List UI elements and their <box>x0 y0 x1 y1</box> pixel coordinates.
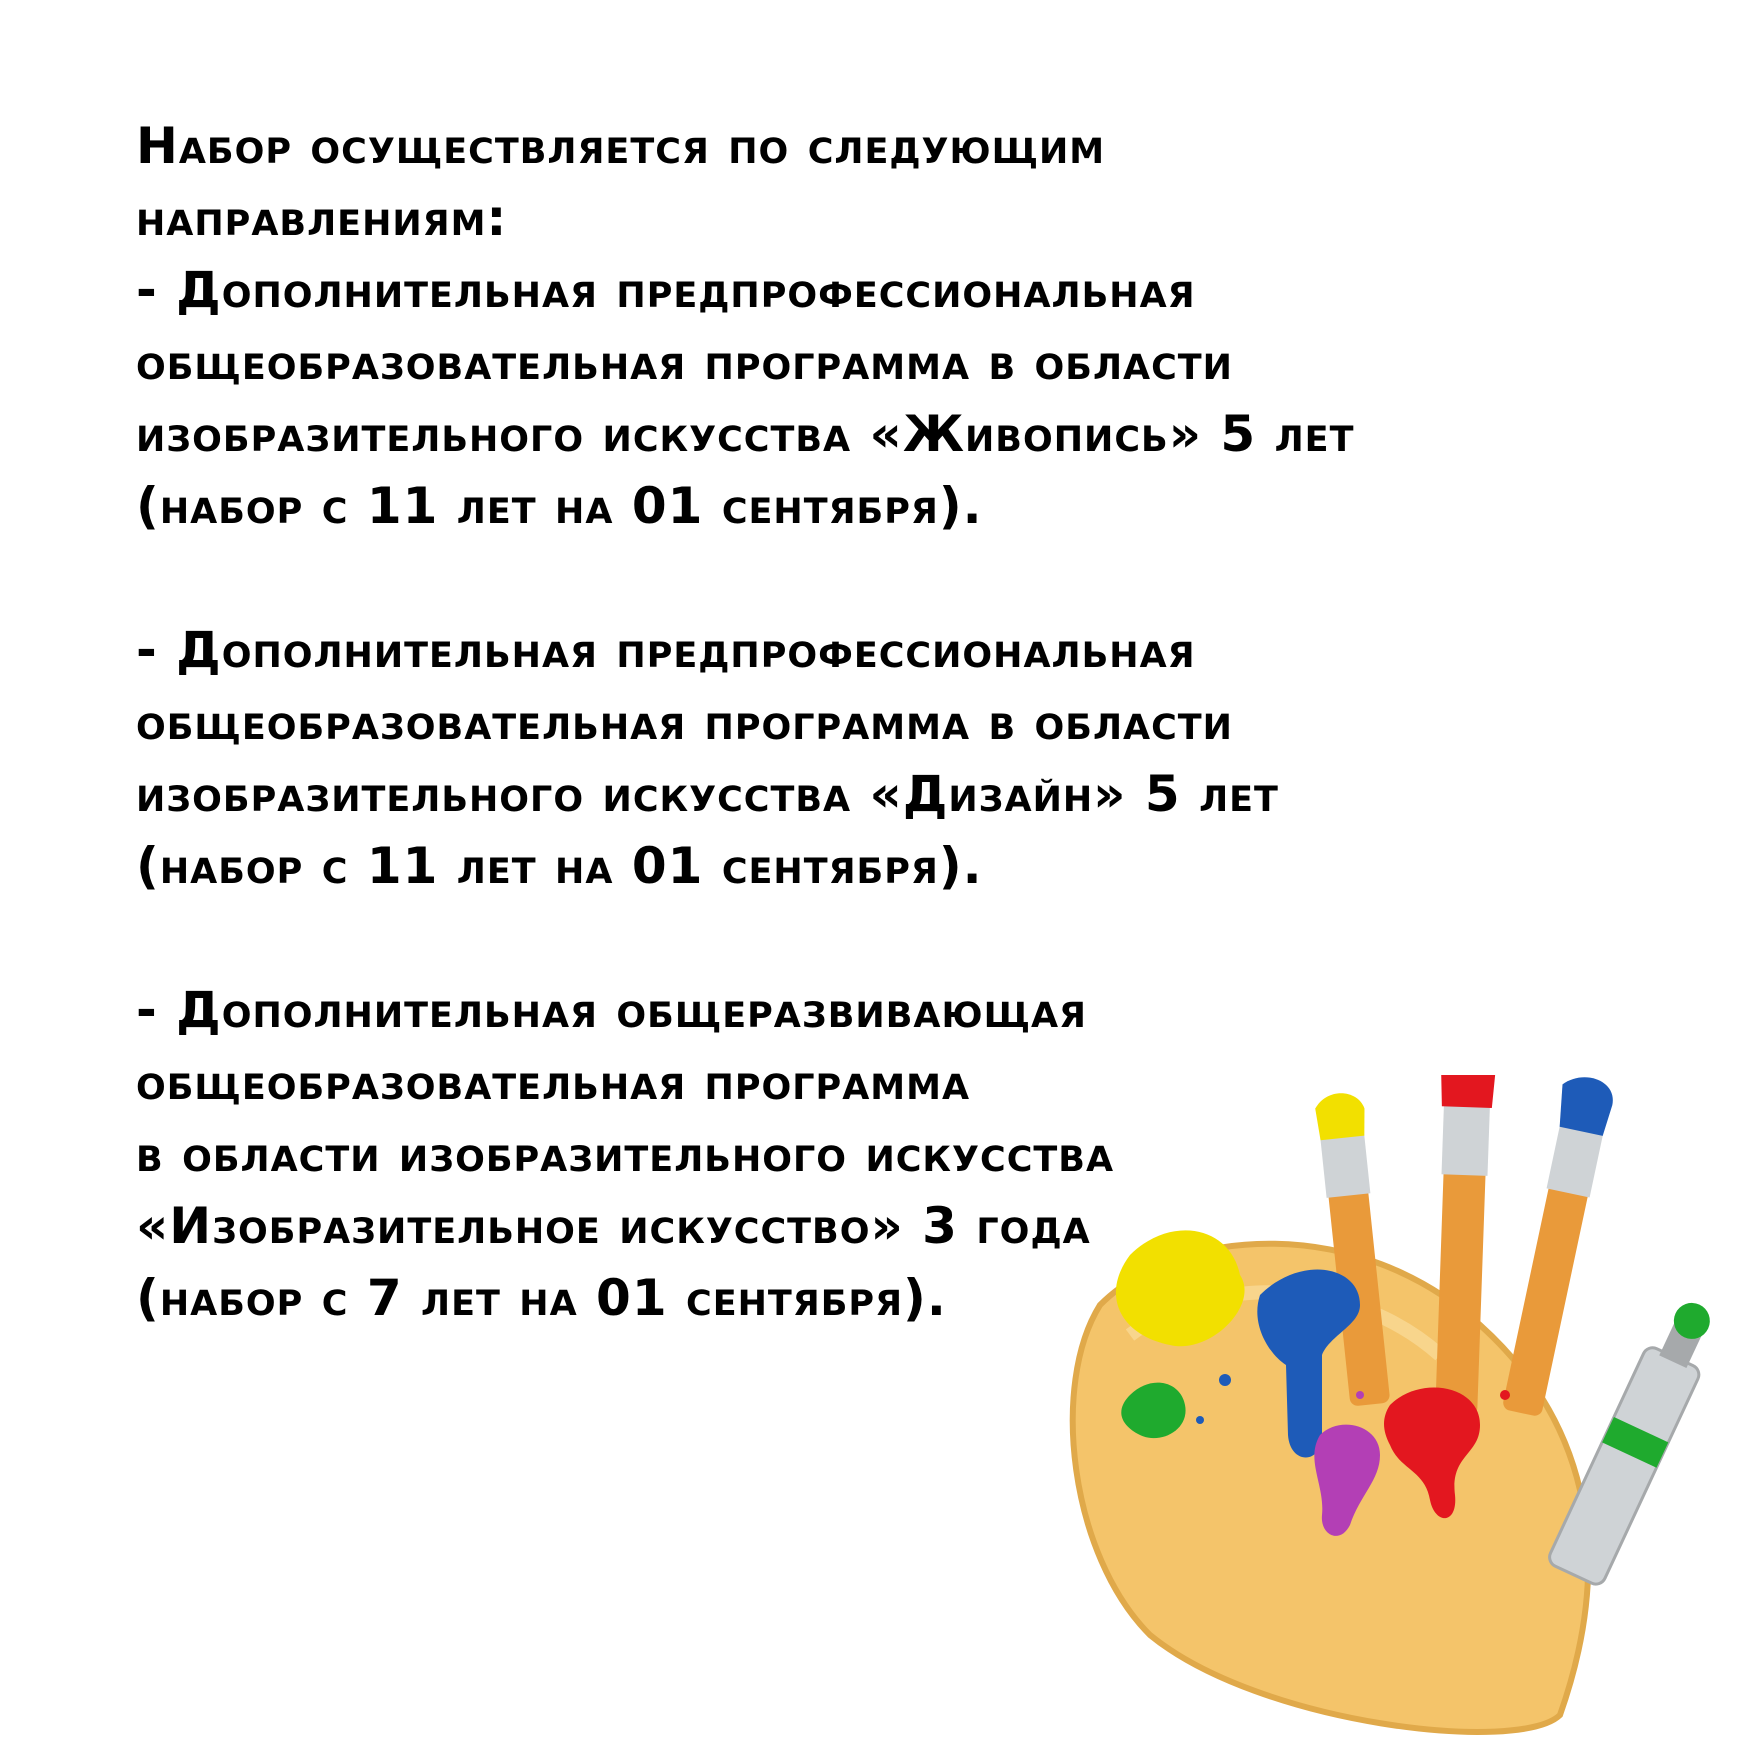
program-2-line-2: общеобразовательная программа в области <box>136 693 1233 751</box>
program-1-line-1: - Дополнительная предпрофессиональная <box>136 261 1196 319</box>
intro-line-1: Набор осуществляется по следующим <box>136 117 1106 175</box>
paragraph-spacer <box>136 542 1636 614</box>
program-1-line-4: (набор с 11 лет на 01 сентября). <box>136 477 983 535</box>
program-3-line-4: «Изобразительное искусство» 3 года <box>136 1197 1091 1255</box>
paint-palette-brushes-icon <box>1060 1075 1720 1754</box>
program-3-line-5: (набор с 7 лет на 01 сентября). <box>136 1269 947 1327</box>
program-3-line-3: в области изобразительного искусства <box>136 1125 1115 1183</box>
program-1-line-3: изобразительного искусства «Живопись» 5 лет <box>136 405 1355 463</box>
program-2-line-1: - Дополнительная предпрофессиональная <box>136 621 1196 679</box>
program-3-line-2: общеобразовательная программа <box>136 1053 971 1111</box>
intro-line-2: направлениям: <box>136 189 508 247</box>
program-2-line-3: изобразительного искусства «Дизайн» 5 лет <box>136 765 1279 823</box>
program-1-line-2: общеобразовательная программа в области <box>136 333 1233 391</box>
program-3-line-1: - Дополнительная общеразвивающая <box>136 981 1088 1039</box>
program-2-line-4: (набор с 11 лет на 01 сентября). <box>136 837 983 895</box>
green-paint-tube <box>1546 1292 1720 1587</box>
blue-brush <box>1494 1075 1617 1418</box>
paragraph-spacer <box>136 902 1636 974</box>
